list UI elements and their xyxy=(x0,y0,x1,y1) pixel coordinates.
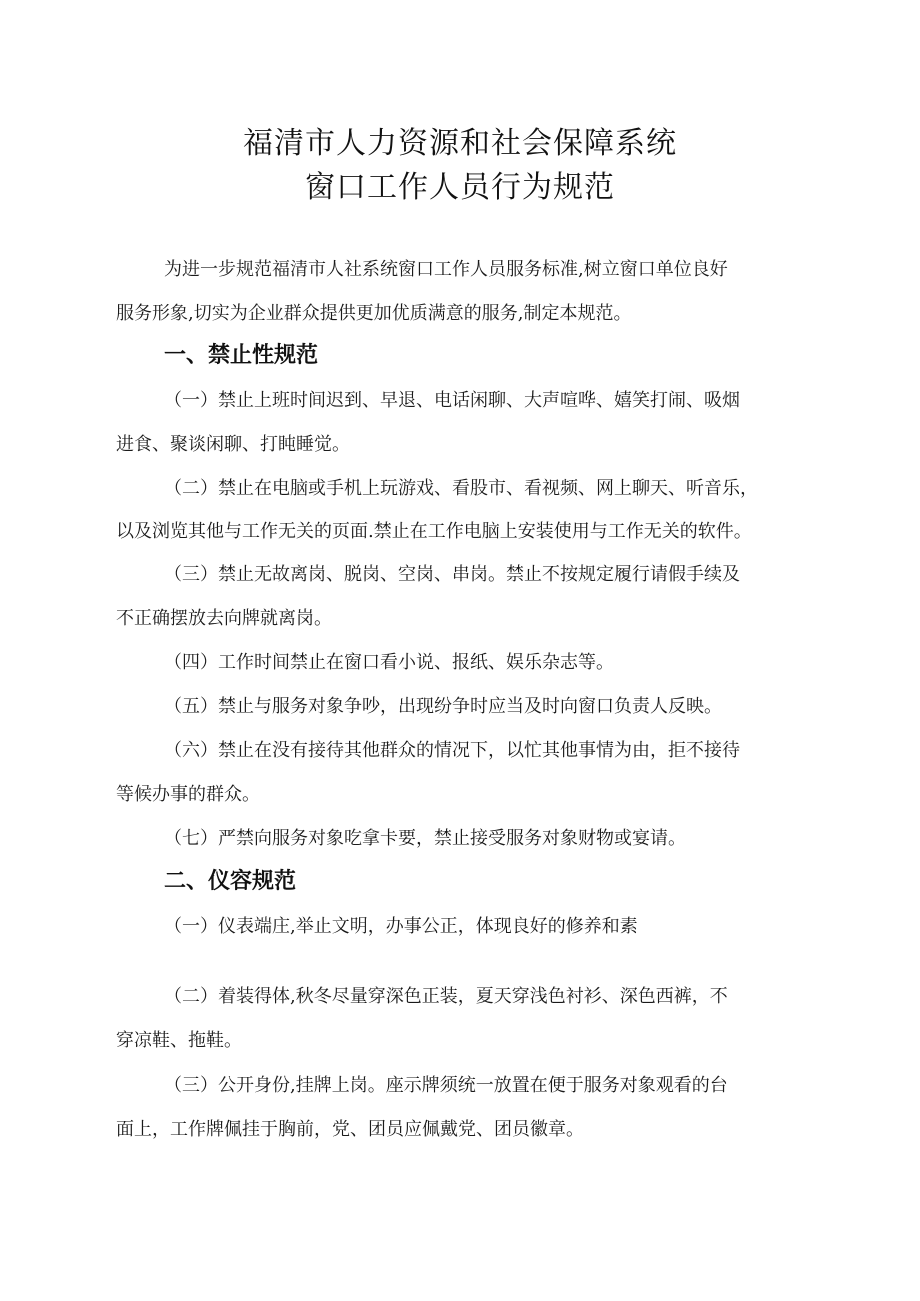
section-1-item-1-line-1: （一）禁止上班时间迟到、早退、电话闲聊、大声喧哗、嬉笑打闹、吸烟 xyxy=(164,390,740,411)
document-title-line-2: 窗口工作人员行为规范 xyxy=(305,170,615,205)
section-1-item-3-line-1: （三）禁止无故离岗、脱岗、空岗、串岗。禁止不按规定履行请假手续及 xyxy=(164,564,740,585)
section-2-item-2-line-2: 穿凉鞋、拖鞋。 xyxy=(116,1030,242,1051)
section-2-item-3-line-2: 面上，工作牌佩挂于胸前，党、团员应佩戴党、团员徽章。 xyxy=(116,1119,584,1140)
section-1-item-3-line-2: 不正确摆放去向牌就离岗。 xyxy=(116,608,332,629)
section-1-item-7: （七）严禁向服务对象吃拿卡要，禁止接受服务对象财物或宴请。 xyxy=(164,828,686,849)
intro-line-1: 为进一步规范福清市人社系统窗口工作人员服务标准,树立窗口单位良好 xyxy=(164,259,728,280)
section-1-item-4: （四）工作时间禁止在窗口看小说、报纸、娱乐杂志等。 xyxy=(164,652,614,673)
intro-line-2: 服务形象,切实为企业群众提供更加优质满意的服务,制定本规范。 xyxy=(116,303,632,324)
section-2-item-2-line-1: （二）着装得体,秋冬尽量穿深色正装，夏天穿浅色衬衫、深色西裤，不 xyxy=(164,986,728,1007)
section-1-item-2-line-2: 以及浏览其他与工作无关的页面.禁止在工作电脑上安装使用与工作无关的软件。 xyxy=(116,521,752,542)
section-1-heading: 一、禁止性规范 xyxy=(164,343,319,368)
section-1-item-6-line-2: 等候办事的群众。 xyxy=(116,784,260,805)
section-1-item-5: （五）禁止与服务对象争吵，出现纷争时应当及时向窗口负责人反映。 xyxy=(164,696,722,717)
section-1-item-6-line-1: （六）禁止在没有接待其他群众的情况下，以忙其他事情为由，拒不接待 xyxy=(164,740,740,761)
section-1-item-1-line-2: 进食、聚谈闲聊、打盹睡觉。 xyxy=(116,434,350,455)
section-2-heading: 二、仪容规范 xyxy=(164,869,297,894)
section-2-item-1: （一）仪表端庄,举止文明，办事公正，体现良好的修养和素 xyxy=(164,916,638,937)
section-1-item-2-line-1: （二）禁止在电脑或手机上玩游戏、看股市、看视频、网上聊天、听音乐， xyxy=(164,478,758,499)
section-2-item-3-line-1: （三）公开身份,挂牌上岗。座示牌须统一放置在便于服务对象观看的台 xyxy=(164,1075,728,1096)
document-title-line-1: 福清市人力资源和社会保障系统 xyxy=(243,126,677,161)
